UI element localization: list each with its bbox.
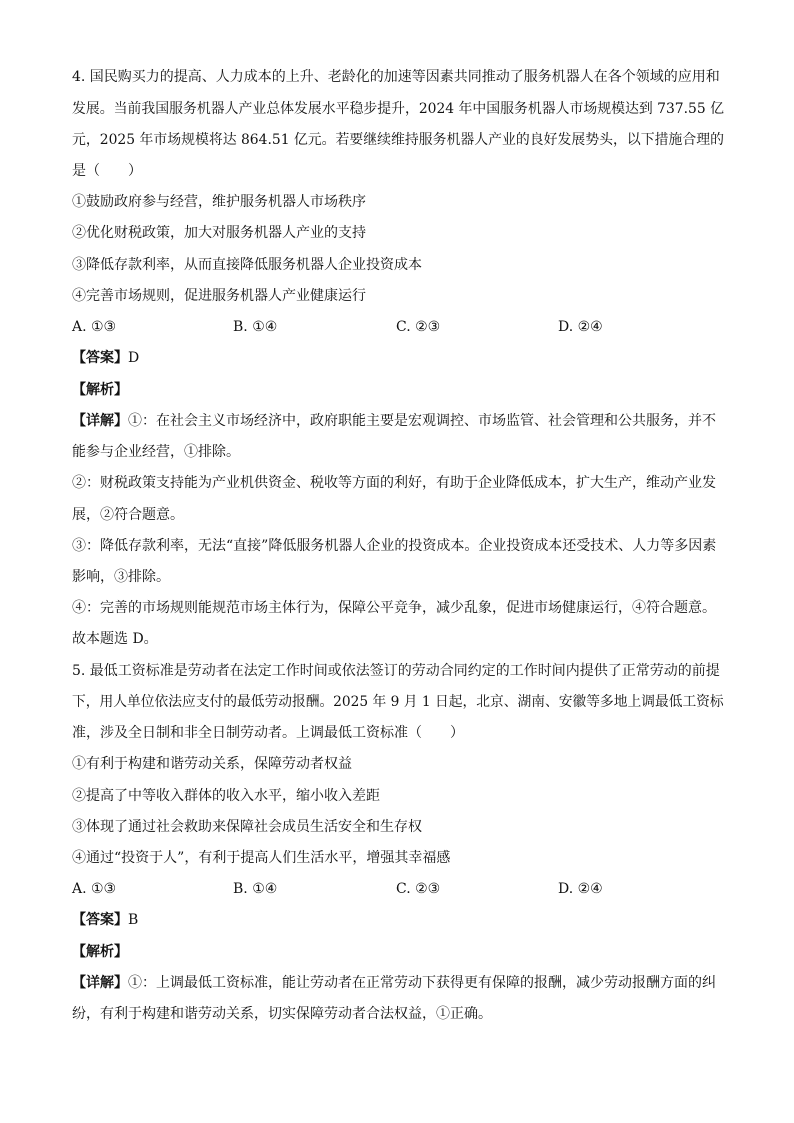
q5-item-3: ③体现了通过社会救助来保障社会成员生活安全和生存权 <box>72 819 422 835</box>
q4-stem-line-4: 是（ ） <box>72 163 142 179</box>
q5-option-b: B. ①④ <box>233 881 278 897</box>
q4-detail-label: 【详解】 <box>72 413 128 429</box>
q4-item-2: ②优化财税政策，加大对服务机器人产业的支持 <box>72 225 366 241</box>
q5-stem-line-3: 准，涉及全日制和非全日制劳动者。上调最低工资标准（ ） <box>72 725 464 741</box>
q5-detail-text-1: ①：上调最低工资标准，能让劳动者在正常劳动下获得更有保障的报酬，减少劳动报酬方面的纠 <box>128 975 716 991</box>
q5-answer-value: B <box>128 912 139 928</box>
q5-answer <box>72 910 138 930</box>
q4-stem-line-2: 发展。当前我国服务机器人产业总体发展水平稳步提升，2024 年中国服务机器人市场规模达到 737.55 亿 <box>72 101 724 117</box>
q4-item-3: ③降低存款利率，从而直接降低服务机器人企业投资成本 <box>72 257 422 273</box>
q4-detail-line-7: ④：完善的市场规则能规范市场主体行为，保障公平竞争，减少乱象，促进市场健康运行，④符合题意。 <box>72 600 716 616</box>
q5-detail-line-2: 纷，有利于构建和谐劳动关系，切实保障劳动者合法权益，①正确。 <box>72 1006 492 1022</box>
q4-option-c: C. ②③ <box>396 319 441 335</box>
q4-answer <box>72 348 139 368</box>
q5-item-1: ①有利于构建和谐劳动关系，保障劳动者权益 <box>72 756 352 772</box>
q4-detail-line-2: 能参与企业经营，①排除。 <box>72 444 240 460</box>
q4-detail-text-1: ①：在社会主义市场经济中，政府职能主要是宏观调控、市场监管、社会管理和公共服务，并不 <box>128 413 716 429</box>
q5-option-a: A. ①③ <box>72 881 117 897</box>
q5-detail-line-1 <box>72 973 716 993</box>
q4-option-b: B. ①④ <box>233 319 278 335</box>
q4-detail-line-6: 影响，③排除。 <box>72 569 170 585</box>
q4-detail-line-8: 故本题选 D。 <box>72 631 158 647</box>
q5-item-4: ④通过“投资于人”，有利于提高人们生活水平，增强其幸福感 <box>72 850 451 866</box>
q4-stem-line-3: 元，2025 年市场规模将达 864.51 亿元。若要继续维持服务机器人产业的良好发展势头，以下措施合理的 <box>72 132 724 148</box>
q4-answer-label: 【答案】 <box>72 350 128 366</box>
q5-detail-label: 【详解】 <box>72 975 128 991</box>
q5-option-d: D. ②④ <box>558 881 603 897</box>
q4-stem-line-1: 4. 国民购买力的提高、人力成本的上升、老龄化的加速等因素共同推动了服务机器人在各个领域的应用和 <box>72 69 720 85</box>
q4-detail-line-4: 展，②符合题意。 <box>72 507 184 523</box>
q5-analysis-label: 【解析】 <box>72 944 128 960</box>
q4-analysis-label: 【解析】 <box>72 382 128 398</box>
q4-option-d: D. ②④ <box>558 319 603 335</box>
q4-detail-line-3: ②：财税政策支持能为产业机供资金、税收等方面的利好，有助于企业降低成本，扩大生产，维动产业发 <box>72 475 716 491</box>
q4-option-a: A. ①③ <box>72 319 117 335</box>
q5-answer-label: 【答案】 <box>72 912 128 928</box>
q4-detail-line-1 <box>72 411 716 431</box>
q4-detail-line-5: ③：降低存款利率，无法“直接”降低服务机器人企业的投资成本。企业投资成本还受技术、人力等多因素 <box>72 538 717 554</box>
q5-item-2: ②提高了中等收入群体的收入水平，缩小收入差距 <box>72 788 380 804</box>
q5-stem-line-1: 5. 最低工资标准是劳动者在法定工作时间或依法签订的劳动合同约定的工作时间内提供了正常劳动的前提 <box>72 663 720 679</box>
q4-item-1: ①鼓励政府参与经营，维护服务机器人市场秩序 <box>72 194 366 210</box>
q5-option-c: C. ②③ <box>396 881 441 897</box>
q5-stem-line-2: 下，用人单位依法应支付的最低劳动报酬。2025 年 9 月 1 日起，北京、湖南、安徽等多地上调最低工资标 <box>72 694 724 710</box>
q4-answer-value: D <box>128 350 140 366</box>
q4-item-4: ④完善市场规则，促进服务机器人产业健康运行 <box>72 288 366 304</box>
